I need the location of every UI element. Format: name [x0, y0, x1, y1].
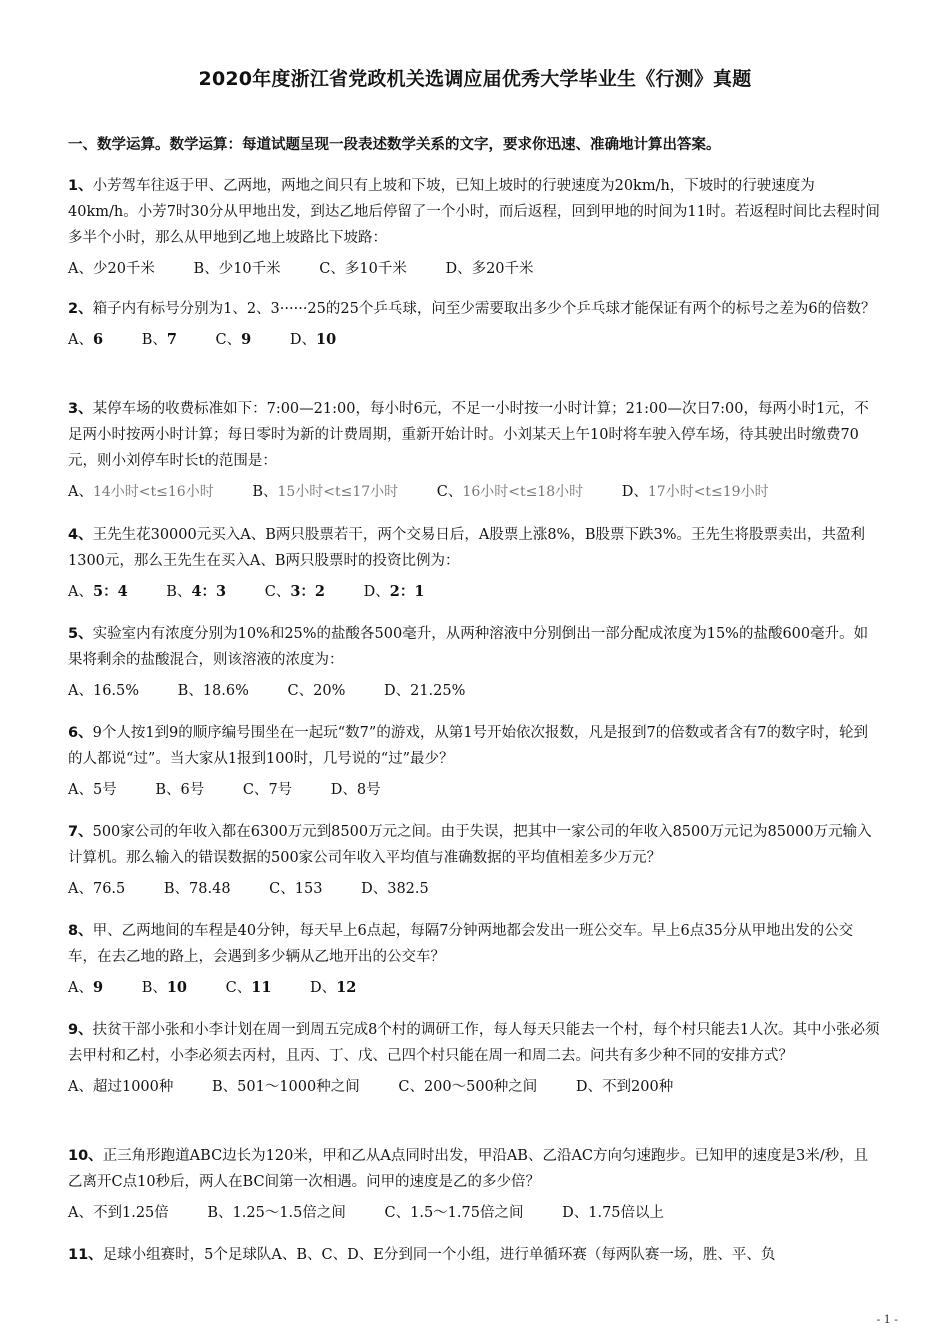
option-c: C、1.5～1.75倍之间: [384, 1205, 524, 1221]
option-b: B、501～1000种之间: [212, 1079, 360, 1095]
option-d: D、8号: [330, 782, 381, 798]
option-b: B、18.6%: [177, 683, 249, 699]
answer-options: [68, 579, 880, 605]
question-number: 4、: [68, 527, 93, 543]
option-d: D、12: [310, 979, 357, 996]
question-text-block: [68, 918, 880, 970]
question-text-block: [68, 720, 880, 772]
answer-options: [68, 678, 880, 704]
question-item: [68, 819, 880, 902]
question-number: 3、: [68, 401, 93, 417]
option-d: D、10: [289, 331, 337, 348]
question-text-block: [68, 819, 880, 871]
question-item: [68, 1242, 880, 1268]
question-text: 箱子内有标号分别为1、2、3······25的25个乒乓球，问至少需要取出多少个乒乓球才能保证有两个的标号之差为6的倍数？: [92, 301, 876, 317]
option-b: B、78.48: [163, 881, 231, 897]
option-d: D、2：1: [363, 583, 425, 600]
question-item: [68, 396, 880, 505]
option-b: B、4：3: [166, 583, 227, 600]
question-number: 7、: [68, 824, 93, 840]
question-text-block: [68, 173, 880, 251]
option-d: D、382.5: [361, 881, 429, 897]
option-c: C、9: [215, 331, 252, 348]
question-text: 某停车场的收费标准如下：7:00—21:00，每小时6元，不足一小时按一小时计算；21:00—次日7:00，每两小时1元，不足两小时按两小时计算；每日零时为新的计费周期，重新开始计时。小刘某天上午10时将车驶入停车场，待其驶出时缴费70元，则小刘停车时长t的范围是：: [68, 401, 869, 469]
question-text-block: [68, 522, 880, 574]
question-item: [68, 173, 880, 282]
question-text-block: [68, 1242, 880, 1268]
question-item: [68, 522, 880, 605]
option-b: B、7: [141, 331, 177, 348]
question-text: 9个人按1到9的顺序编号围坐在一起玩“数7”的游戏，从第1号开始依次报数，凡是报到7的倍数或者含有7的数字时，轮到的人都说“过”。当大家从1报到100时，几号说的“过”最少？: [68, 725, 868, 767]
question-number: 5、: [68, 626, 93, 642]
question-text: 实验室内有浓度分别为10%和25%的盐酸各500毫升，从两种溶液中分别倒出一部分配成浓度为15%的盐酸600毫升。如果将剩余的盐酸混合，则该溶液的浓度为：: [68, 626, 869, 668]
question-number: 8、: [68, 923, 93, 939]
option-d: D、不到200种: [575, 1079, 674, 1095]
question-text-block: [68, 1143, 880, 1195]
question-text: 正三角形跑道ABC边长为120米，甲和乙从A点同时出发，甲沿AB、乙沿AC方向匀速跑步。已知甲的速度是3米/秒，且乙离开C点10秒后，两人在BC间第一次相遇。问甲的速度是乙的多少倍？: [68, 1148, 869, 1190]
question-item: [68, 1017, 880, 1100]
question-item: [68, 918, 880, 1001]
question-number: 9、: [68, 1022, 93, 1038]
option-d: D、多20千米: [445, 261, 534, 277]
question-item: [68, 720, 880, 803]
question-number: 10、: [68, 1148, 103, 1164]
option-c: C、3：2: [264, 583, 326, 600]
answer-options: [68, 1200, 880, 1226]
question-item: [68, 296, 880, 353]
option-c: C、16小时<t≤18小时: [436, 484, 584, 500]
answer-options: [68, 256, 880, 282]
option-a: A、5：4: [68, 583, 128, 600]
option-b: B、1.25～1.5倍之间: [207, 1205, 346, 1221]
option-a: A、16.5%: [68, 683, 140, 699]
option-c: C、20%: [287, 683, 346, 699]
question-text: 500家公司的年收入都在6300万元到8500万元之间。由于失误，把其中一家公司的年收入8500万元记为85000万元输入计算机。那么输入的错误数据的500家公司年收入平均值与准确数据的平均值相差多少万元？: [68, 824, 872, 866]
section-heading: 一、数学运算。数学运算：每道试题呈现一段表述数学关系的文字，要求你迅速、准确地计算出答案。: [68, 137, 721, 153]
option-b: B、10: [141, 979, 188, 996]
question-text: 足球小组赛时，5个足球队A、B、C、D、E分到同一个小组，进行单循环赛（每两队赛一场，胜、平、负: [102, 1247, 776, 1263]
question-number: 1、: [68, 178, 93, 194]
option-b: B、6号: [155, 782, 205, 798]
answer-options: [68, 876, 880, 902]
answer-options: [68, 479, 880, 505]
option-a: A、不到1.25倍: [68, 1205, 169, 1221]
question-number: 2、: [68, 301, 93, 317]
question-text-block: [68, 296, 880, 322]
answer-options: [68, 975, 880, 1001]
question-number: 11、: [68, 1247, 103, 1263]
option-a: A、76.5: [68, 881, 126, 897]
option-c: C、11: [225, 979, 272, 996]
option-c: C、7号: [242, 782, 293, 798]
option-a: A、6: [68, 331, 104, 348]
answer-options: [68, 327, 880, 353]
answer-options: [68, 777, 880, 803]
option-a: A、5号: [68, 782, 117, 798]
question-text: 王先生花30000元买入A、B两只股票若干，两个交易日后，A股票上涨8%，B股票下跌3%。王先生将股票卖出，共盈利1300元，那么王先生在买入A、B两只股票时的投资比例为：: [68, 527, 865, 569]
option-c: C、多10千米: [319, 261, 407, 277]
question-item: [68, 621, 880, 704]
question-text-block: [68, 396, 880, 474]
question-text: 扶贫干部小张和小李计划在周一到周五完成8个村的调研工作，每人每天只能去一个村，每个村只能去1人次。其中小张必须去甲村和乙村，小李必须去丙村，且丙、丁、戊、己四个村只能在周一和周二去。问共有多少种不同的安排方式？: [68, 1022, 880, 1064]
question-text: 甲、乙两地间的车程是40分钟，每天早上6点起，每隔7分钟两地都会发出一班公交车。早上6点35分从甲地出发的公交车，在去乙地的路上，会遇到多少辆从乙地开出的公交车？: [68, 923, 854, 965]
option-a: A、超过1000种: [68, 1079, 174, 1095]
option-a: A、9: [68, 979, 104, 996]
question-item: [68, 1143, 880, 1226]
question-text-block: [68, 1017, 880, 1069]
option-a: A、14小时<t≤16小时: [68, 484, 214, 500]
option-d: D、17小时<t≤19小时: [621, 484, 769, 500]
page-title: 2020年度浙江省党政机关选调应届优秀大学毕业生《行测》真题: [198, 68, 752, 90]
option-a: A、少20千米: [68, 261, 155, 277]
option-d: D、1.75倍以上: [562, 1205, 665, 1221]
option-c: C、153: [269, 881, 323, 897]
option-d: D、21.25%: [383, 683, 466, 699]
option-b: B、15小时<t≤17小时: [252, 484, 399, 500]
page-number: - 1 -: [876, 1313, 898, 1326]
question-text-block: [68, 621, 880, 673]
question-text: 小芳驾车往返于甲、乙两地，两地之间只有上坡和下坡，已知上坡时的行驶速度为20km/h，下坡时的行驶速度为40km/h。小芳7时30分从甲地出发，到达乙地后停留了一个小时，而后返程，回到甲地的时间为11时。若返程时间比去程时间多半个小时，那么从甲地到乙地上坡路比下坡路：: [68, 178, 880, 246]
option-c: C、200～500种之间: [398, 1079, 538, 1095]
option-b: B、少10千米: [193, 261, 281, 277]
question-number: 6、: [68, 725, 93, 741]
answer-options: [68, 1074, 880, 1100]
